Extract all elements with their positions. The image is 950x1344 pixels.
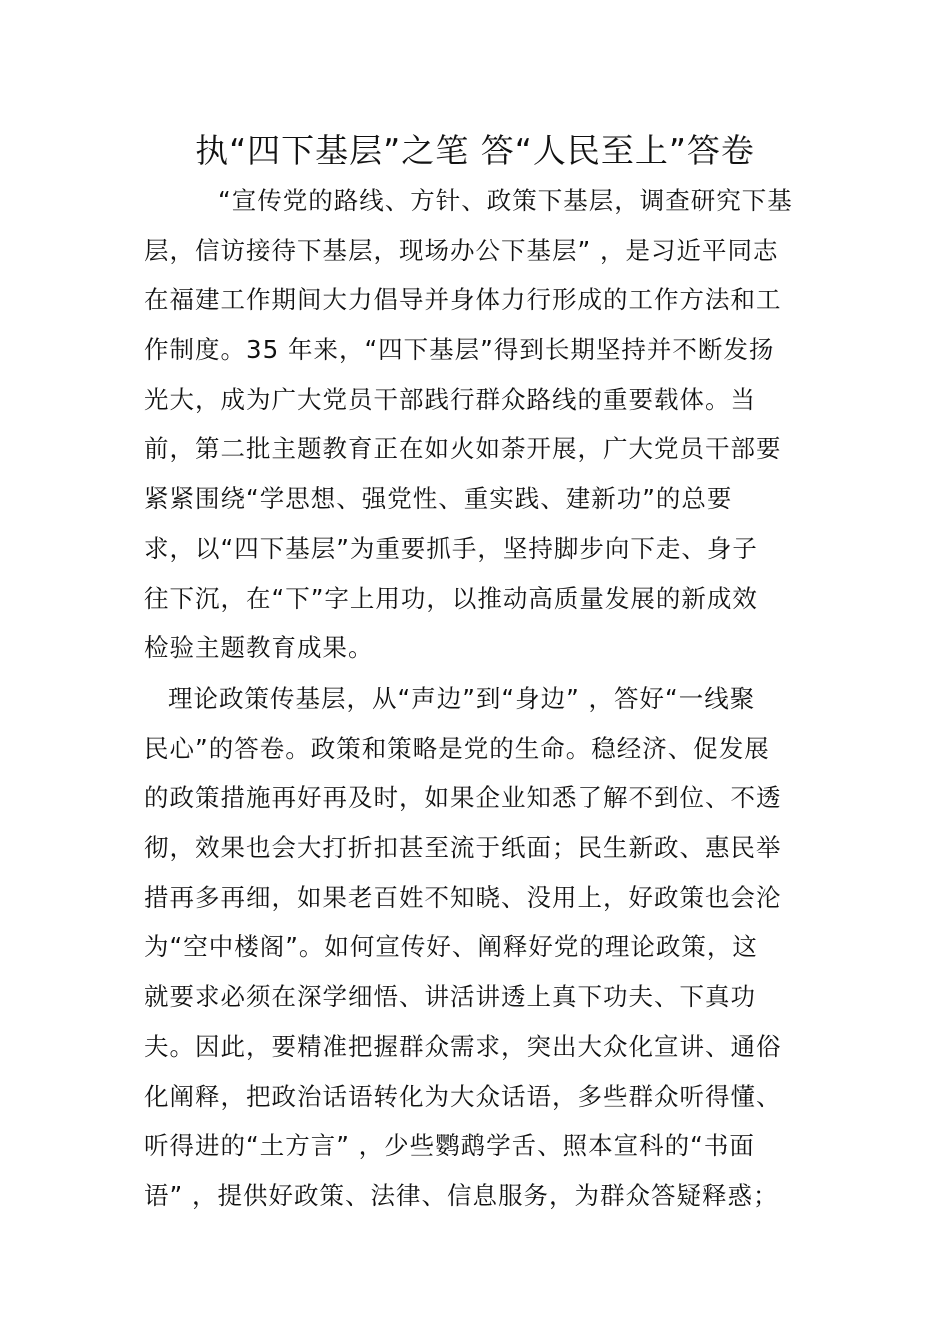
paragraph-line: 就要求必须在深学细悟、讲活讲透上真下功夫、下真功 [144, 982, 756, 1012]
paragraph-line: 求，以“四下基层”为重要抓手，坚持脚步向下走、身子 [144, 533, 758, 563]
paragraph-line: “宣传党的路线、方针、政策下基层，调查研究下基 [218, 186, 793, 215]
paragraph-line: 的政策措施再好再及时，如果企业知悉了解不到位、不透 [144, 783, 782, 813]
paragraph-line: 作制度。35 年来，“四下基层”得到长期坚持并不断发扬 [144, 335, 775, 365]
paragraph-line: 在福建工作期间大力倡导并身体力行形成的工作方法和工 [144, 285, 782, 315]
paragraph-line: 化阐释，把政治话语转化为大众话语，多些群众听得懂、 [144, 1081, 782, 1111]
paragraph-line: 语” ，提供好政策、法律、信息服务，为群众答疑释惑； [144, 1180, 779, 1210]
paragraph-1 [144, 176, 814, 673]
paragraph-line: 夫。因此，要精准把握群众需求，突出大众化宣讲、通俗 [144, 1031, 782, 1061]
paragraph-line: 紧紧围绕“学思想、强党性、重实践、建新功”的总要 [144, 484, 733, 514]
paragraph-line: 往下沉，在“下”字上用功，以推动高质量发展的新成效 [144, 583, 758, 613]
paragraph-line: 民心”的答卷。政策和策略是党的生命。稳经济、促发展 [144, 733, 770, 763]
paragraph-2 [144, 674, 814, 1221]
paragraph-line: 措再多再细，如果老百姓不知晓、没用上，好政策也会沦 [144, 882, 782, 912]
paragraph-line: 听得进的“土方言” ，少些鹦鹉学舌、照本宣科的“书面 [144, 1131, 755, 1161]
paragraph-line: 光大，成为广大党员干部践行群众路线的重要载体。当 [144, 384, 756, 414]
paragraph-line: 为“空中楼阁”。如何宣传好、阐释好党的理论政策，这 [144, 932, 758, 962]
paragraph-line: 前，第二批主题教育正在如火如荼开展，广大党员干部要 [144, 434, 782, 464]
paragraph-line: 理论政策传基层，从“声边”到“身边” ，答好“一线聚 [168, 684, 756, 713]
paragraph-line: 彻，效果也会大打折扣甚至流于纸面；民生新政、惠民举 [144, 833, 782, 863]
paragraph-line: 层，信访接待下基层，现场办公下基层” ，是习近平同志 [144, 235, 779, 265]
paragraph-line: 检验主题教育成果。 [144, 633, 374, 663]
document-title: 执“四下基层”之笔 答“人民至上”答卷 [195, 131, 755, 170]
